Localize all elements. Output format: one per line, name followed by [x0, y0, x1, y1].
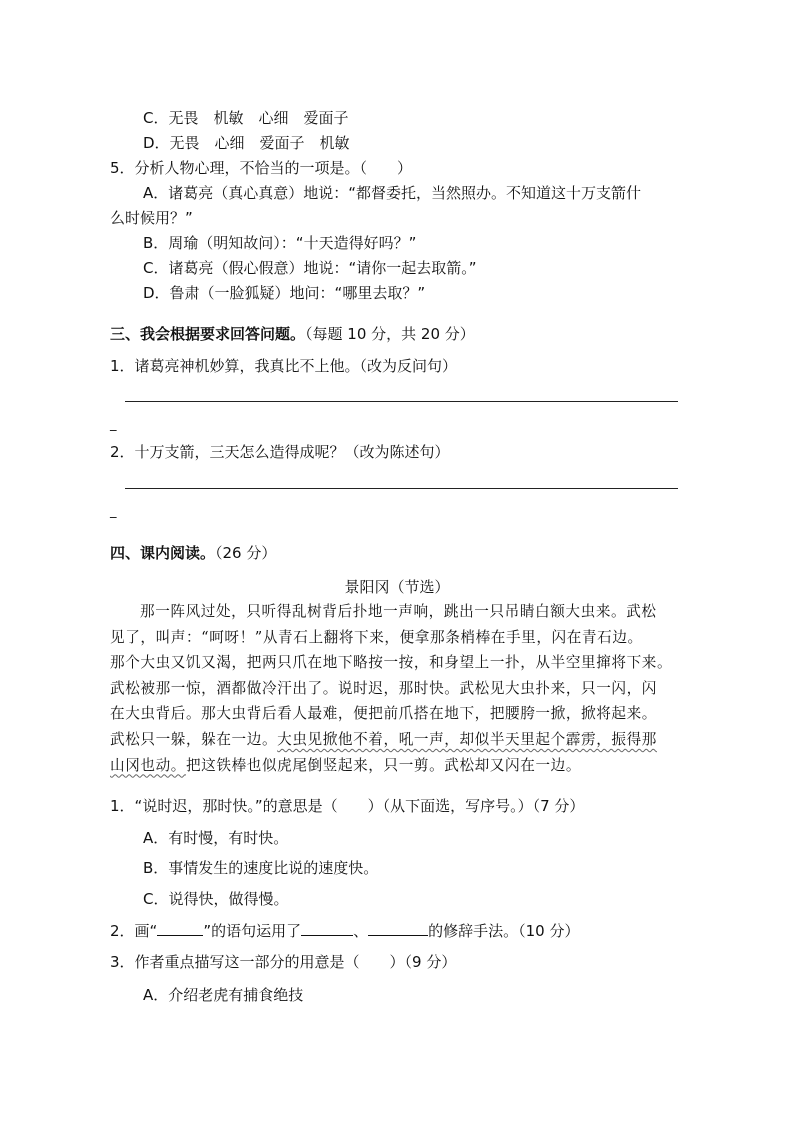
section4-q2 [110, 920, 579, 941]
section3-heading [110, 324, 475, 344]
q4-option-c: C．无畏 机敏 心细 爱面子 [143, 109, 349, 127]
q2-blank-2[interactable] [368, 920, 428, 936]
section4-score: （26 分） [215, 544, 277, 562]
q5-option-b: B．周瑜（明知故问）：“十天造得好吗？” [143, 234, 417, 252]
q4-option-d: D．无畏 心细 爱面子 机敏 [143, 134, 350, 152]
section3-q1: 1．诸葛亮神机妙算，我真比不上他。（改为反问句） [110, 357, 458, 375]
passage-wavy-sentence-part1: 大虫见掀他不着，吼一声，却似半天里起个霹雳，振得那 [277, 730, 657, 748]
section4-q2-mid2: 、 [353, 922, 369, 940]
passage-line-6 [110, 727, 692, 753]
passage-line-5: 在大虫背后。那大虫背后看人最难，便把前爪搭在地下，把腰胯一掀，掀将起来。 [110, 705, 657, 723]
section3-title: 三、我会根据要求回答问题。 [110, 325, 306, 343]
section4-q1-option-c: C．说得快，做得慢。 [143, 890, 289, 908]
q5-option-a-line2: 么时候用？” [110, 209, 193, 227]
section3-q2-dash: _ [110, 504, 117, 519]
q2-blank-mark[interactable] [157, 920, 203, 936]
section3-q2-answer-line[interactable] [125, 488, 678, 489]
section4-q1-option-a: A．有时慢，有时快。 [143, 829, 289, 847]
passage-line-6-plain: 武松只一躲，躲在一边。 [110, 730, 278, 748]
section4-q1-option-b: B．事情发生的速度比说的速度快。 [143, 859, 379, 877]
section4-q2-pre: 2．画“ [110, 922, 158, 940]
passage-title: 景阳冈（节选） [344, 578, 450, 596]
passage-line-4: 武松被那一惊，酒都做冷汗出了。说时迟，那时快。武松见大虫扑来，只一闪，闪 [110, 679, 657, 697]
passage-wavy-sentence-part2: 山冈也动。 [110, 756, 186, 774]
section3-q1-answer-line[interactable] [125, 401, 678, 402]
section4-heading [110, 543, 276, 563]
passage-line-3: 那个大虫又饥又渴，把两只爪在地下略按一按，和身望上一扑，从半空里撺将下来。 [110, 654, 673, 672]
q5-stem: 5．分析人物心理，不恰当的一项是。（ ） [110, 159, 413, 177]
passage-line-1: 那一阵风过处，只听得乱树背后扑地一声响，跳出一只吊睛白额大虫来。武松 [140, 603, 657, 620]
section4-title: 四、课内阅读。 [110, 544, 216, 562]
section4-q2-mid1: ”的语句运用了 [203, 922, 302, 940]
q5-option-c: C．诸葛亮（假心假意）地说：“请你一起去取箭。” [143, 259, 477, 277]
section3-q2: 2．十万支箭，三天怎么造得成呢？（改为陈述句） [110, 443, 450, 461]
q5-option-d: D．鲁肃（一脸狐疑）地问：“哪里去取？” [143, 284, 426, 302]
passage-line-7-plain: 把这铁棒也似虎尾倒竖起来，只一剪。武松却又闪在一边。 [185, 756, 582, 774]
section3-score: （每题 10 分，共 20 分） [305, 325, 475, 343]
section4-q3: 3．作者重点描写这一部分的用意是（ ）（9 分） [110, 953, 457, 971]
passage-line-7 [110, 753, 692, 779]
q2-blank-1[interactable] [301, 920, 353, 936]
section3-q1-dash: _ [110, 417, 117, 432]
section4-q2-post: 的修辞手法。（10 分） [428, 922, 580, 940]
passage-line-2: 见了，叫声：“呵呀！”从青石上翻将下来，便拿那条梢棒在手里，闪在青石边。 [110, 628, 643, 646]
passage [110, 599, 692, 778]
q5-option-a-line1: A．诸葛亮（真心真意）地说：“都督委托，当然照办。不知道这十万支箭什 [143, 184, 642, 202]
section4-q3-option-a: A．介绍老虎有捕食绝技 [143, 986, 304, 1004]
section4-q1: 1．“说时迟，那时快。”的意思是（ ）（从下面选，写序号。）（7 分） [110, 797, 585, 815]
